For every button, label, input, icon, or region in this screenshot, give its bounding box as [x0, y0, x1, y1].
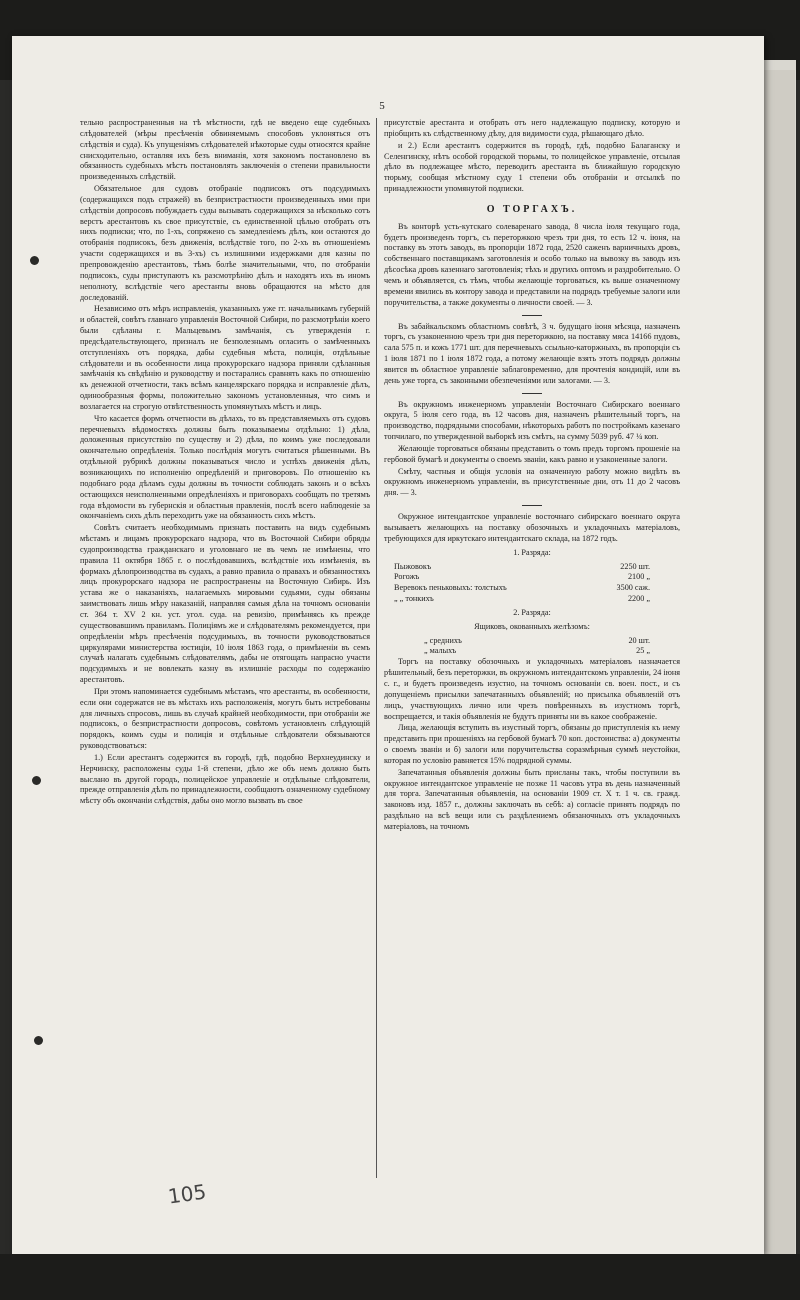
paragraph: присутствіе арестанта и отобрать отъ него надлежащую подписку, которую и пріобщить къ слѣдственному дѣлу, для видимости суда, рѣшающаго дѣло.: [384, 118, 680, 138]
item-row: [384, 646, 680, 657]
category-title: Ящиковъ, окованныхъ желѣзомъ:: [474, 621, 590, 631]
separator: [522, 393, 542, 394]
paragraph: и 2.) Если арестантъ содержится въ городѣ, гдѣ, подобно Балаганску и Селенгинску, нѣтъ особой городской тюрьмы, то полицейское управленіе, отсылая дѣло въ подлежащее мѣсто, переводитъ арестанта въ ближайшую городскую тюрьму, сообщая мѣстному суду 1 степени объ отобраніи и отсылкѣ по принадлежности упомянутой подписки.: [384, 140, 680, 194]
punch-hole: [34, 1036, 43, 1045]
paragraph: При этомъ напоминается судебнымъ мѣстамъ, что арестанты, въ особенности, если они содержатся не въ мѣстахъ ихъ расположенія, могутъ быть истребованы для личныхъ спросовъ, лишь въ случаѣ крайней необходимости, при отобраніи же подписокъ, о безпристрастности допросовъ, совѣтомъ установленъ слѣдующій порядокъ, коимъ суды и полиція и отдѣльные слѣдователи обязываются руководствоваться:: [80, 686, 370, 751]
paragraph: Что касается формъ отчетности въ дѣлахъ, то въ представляемыхъ отъ судовъ перечневыхъ вѣдомостяхъ должны быть показываемы отдѣльно: 1) дѣла, доложенныя присутствію по существу и 2) дѣла, по коимъ уже последовали окончательно опредѣленія. Только послѣднія могутъ считаться рѣшенными. Въ отдѣльной рубрикѣ должны показываться число и успѣхъ движенія дѣлъ, возникающихъ по исполненію опредѣленій и приговоровъ. По отношенію къ подобнаго рода дѣламъ суды должны въ точности соблюдать законъ и о всѣхъ остающихся неисполненными опредѣленіяхъ и приговорахъ сообщать по третямъ года вѣдомости въ губернскія и областныя правленія, послѣ всего наблюденіе за окончаніемъ сихъ дѣлъ переходитъ уже на обязанность сихъ мѣстъ.: [80, 413, 370, 521]
paragraph: тельно распространенныя на тѣ мѣстности, гдѣ не введено еще судебныхъ слѣдователей (мѣры пресѣченія обвиняемымъ способовъ уклоняться отъ слѣдствія и суда). Къ упущеніямъ слѣдователей нѣкоторые суды относятся крайне снисходительно, оставляя ихъ безъ вниманія, хотя закономъ постановлено въ обязанность судебныхъ мѣстъ постановлять заключенія о степени правильности произведенныхъ слѣдствій.: [80, 118, 370, 182]
punch-hole: [32, 776, 41, 785]
items-list: [384, 636, 680, 658]
item-name: „ малыхъ: [424, 646, 457, 656]
notice-paragraph: Окружное интендантское управленіе восточнаго сибирскаго военнаго округа вызываетъ желающихъ на поставку обозочныхъ и укладочныхъ матеріаловъ, требующихся для иркутскаго интендантскаго склада, на 1872 годъ.: [384, 512, 680, 543]
paragraph: 1.) Если арестантъ содержится въ городѣ, гдѣ, подобно Верхнеудинску и Нерчинску, расположены суды 1-й степени, дѣло же объ немъ должно быть выслано въ другой городъ, полицейское управленіе и отдѣльные слѣдователи, прежде отправленія дѣлъ по принадлежности, сообщаютъ означенному судебному мѣсту объ окончаніи слѣдствія, дабы оно могло вызвать въ свое: [80, 752, 370, 806]
category-heading: 2. Разряда:: [513, 607, 551, 617]
section-heading: О ТОРГАХЪ.: [486, 203, 578, 215]
item-row: [384, 572, 680, 583]
paragraph: Независимо отъ мѣръ исправленія, указанныхъ уже гг. начальникамъ губерній и областей, совѣтъ главнаго управленія Восточной Сибири, по разсмотрѣніи коего были сдѣланы г. Мальцевымъ замѣчанія, съ утвержденія г. предсѣдательствующего, призналъ не безполезнымъ огласить о замѣченныхъ отступленіяхъ отъ порядка, дабы судебныя мѣста, полиція, отдѣльные слѣдователи и въ особенности лица прокурорскаго надзора приняли сдѣланныя замѣчанія къ свѣдѣнію и руководству и постарались сравнять какъ по отношенію къ денежной отчетности, такъ всѣмъ канцелярскаго порядка и исправленіе дѣлъ, одинообразныя формы, положительно закономъ установленныя, что симъ и возлагается на строгую отвѣтственность упомянутыхъ мѣстъ и лицъ.: [80, 304, 370, 411]
page-number: 5: [379, 100, 385, 112]
right-column: [384, 118, 680, 834]
separator: [522, 315, 542, 316]
notice-paragraph: Въ окружномъ инженерномъ управленіи Восточнаго Сибирскаго военнаго округа, 5 іюля сего года, въ 12 часовъ дня, назначенъ рѣшительный торгъ, на производство, подрядными способами, нѣкоторыхъ работъ по постройкамъ казенаго топчилаго, по утвержденной выборкѣ изъ смѣтъ, на сумму 5039 руб. 47 ¼ коп.: [384, 399, 680, 442]
item-name: Пыжовокъ: [394, 561, 432, 571]
paragraph: Совѣтъ считаетъ необходимымъ признать поставить на видъ судебнымъ мѣстамъ и лицамъ прокурорскаго надзора, что въ Восточной Сибири обряды судопроизводства гражданскаго и уголовнаго не въ чемъ не измѣнены, что правила 11 октября 1865 г. о послѣдовавшихъ, вслѣдствіе ихъ измѣненія, въ формахъ дѣлопроизводства въ судахъ, а равно правила о правахъ и обязанностяхъ лицъ прокурорскаго надзора не распространены на Восточную Сибирь. Изъ устава же о наказаніяхъ, налагаемыхъ мировыми судьями, суды обязаны заимствовать лишь мѣру наказаній, направляя самыя дѣла на точномъ основаніи ст. 364 т. XV 2 кн. уст. угол. суда. на ревизію, примѣняясь къ прежде существовавшимъ правиламъ. Полиціямъ же и слѣдователямъ рекомендуется, при опредѣленіи мѣръ пресѣченія подсудимыхъ, въ точности руководствоваться циркулярами министерства юстиціи, 10 іюля 1863 года, о примѣненіи въ семъ случаѣ налагать судебнымъ слѣдователямъ, дабы не отягощать напрасно участи подсудимыхъ и не вовлекать казну въ излишніе расходы по содержанію арестантовъ.: [80, 523, 370, 685]
paragraph: Запечатанныя объявленія должны быть присланы такъ, чтобы поступили въ окружное интендантское управленіе не позже 11 часовъ утра въ день назначенный для торга. Запечатанныя объявленія, на основаніи 1909 ст. Х т. 1 ч. св. гражд. законовъ изд. 1857 г., должны заключать въ себѣ: а) согласіе принять подрядъ по раздѣльно на всѣ вещи или съ раздѣлениемъ обязаночныхъ отъ укладочныхъ матеріаловъ, на точномъ: [384, 767, 680, 831]
item-name: Веревокъ пеньковыхъ: толстыхъ: [394, 583, 507, 593]
items-list: [384, 562, 680, 605]
item-row: [384, 583, 680, 594]
scan-background-bottom: [0, 1254, 800, 1300]
item-amount: 2200 „: [627, 594, 650, 604]
paragraph: Обязательное для судовъ отобраніе подписокъ отъ подсудимыхъ (содержащихся подъ стражей) въ безпристрастности произведенныхъ ими при слѣдствіи допросовъ побуждаетъ суды вызывать содержащихся за нѣсколько сотъ верстъ арестантовъ къ свое присутствіе, съ единственной цѣлью отобрать отъ нихъ подписки; что, по 1-хъ, сопряжено съ замедленіемъ дѣлъ, кои остаются до отобранія подписокъ, безъ движенія, вслѣдствіе того, по 2-хъ въ отношеніемъ участи содержащихся и въ 3-хъ) съ излишними издержками для казны по препровожденію арестантовъ, тѣмъ болѣе значительными, что, по отобраніи подписокъ, суды приступаютъ къ разсмотрѣнію дѣлъ и находятъ ихъ въ иномъ неполноту, вслѣдствіе чего арестанты вновь обращаются на мѣсто для доследованій.: [80, 184, 370, 302]
item-amount: 2100 „: [627, 572, 650, 582]
item-name: „ среднихъ: [424, 635, 462, 645]
punch-hole: [30, 256, 39, 265]
item-amount: 20 шт.: [628, 635, 650, 645]
paragraph: Лица, желающія вступить въ изустный торгъ, обязаны до приступленія къ нему представить при прошеніяхъ на гербовой бумагѣ 70 коп. достоинства: а) документы о своемъ званіи и б) залоги или поручительства соразмѣрныя суммѣ неустойки, которая по условію равняется 15% подрядной суммы.: [384, 723, 680, 765]
item-amount: 3500 саж.: [616, 583, 650, 593]
category-heading: 1. Разряда:: [513, 547, 551, 557]
notice-paragraph: Смѣту, частныя и общія условія на означенную работу можно видѣть въ окружномъ инженерномъ управленіи, въ присутственные дни, отъ 11 до 2 часовъ дня. — 3.: [384, 466, 680, 498]
item-amount: 2250 шт.: [620, 561, 650, 571]
handwritten-note: 105: [166, 1179, 208, 1209]
separator: [522, 505, 542, 506]
item-name: Рогожъ: [394, 572, 420, 582]
item-row: [384, 562, 680, 573]
item-name: „ „ тонкихъ: [394, 594, 434, 604]
notice-paragraph: Желающіе торговаться обязаны представить о томъ предъ торгомъ прошеніе на гербовой бумагѣ и документы о своемъ званіи, какъ равно и узаконенные залоги.: [384, 443, 680, 464]
item-row: [384, 594, 680, 605]
item-amount: 25 „: [636, 646, 650, 656]
notice-paragraph: Въ забайкальскомъ областномъ совѣтѣ, 3 ч. будущаго іюня мѣсяца, назначенъ торгъ, съ узаконенною чрезъ три дня переторжкою, на поставку мяса 14166 пудовъ, сала 575 п. и кожъ 1771 шт. для перечневыхъ ссыльно-каторжныхъ, въ пропорціи съ 1 іюля 1871 по 1 іюля 1872 года, а потому желающіе взять этотъ подрядъ должны явится въ областное управленіе заблаговременно, для прочтенія кондицій, или въ день уже торга, съ законными обезпеченіями или залогами. — 3.: [384, 321, 680, 385]
paragraph: Торгъ на поставку обозочныхъ и укладочныхъ матеріаловъ назначается рѣшительный, безъ переторжки, въ окружномъ интендантскомъ управленіи, 24 іюня с. г., и будетъ произведенъ изустно, на точномъ основаніи св. воен. пост., и съ допущеніемъ присылки запечатанныхъ объявленій; но присылка объявленій отъ лицъ, участвующихъ лично или чрезъ повѣренныхъ въ изустномъ торгѣ, воспрещается, и такія объявленія не будутъ приняты ни въ какое соображеніе.: [384, 657, 680, 721]
column-divider: [376, 118, 377, 1178]
left-column: [80, 118, 370, 808]
notice-paragraph: Въ конторѣ усть-кутскаго солеваренаго завода, 8 числа іюля текущаго года, будетъ произведенъ торгъ, съ переторжкою чрезъ три дня, то есть 12 ч. іюня, на поставку въ этотъ заводъ, въ пропорціи 1872 года, 2520 саженъ варничныхъ дровъ, собственнаго поставщикамъ заготовленія и особо только на вывозку въ заводъ изъ дѣсосѣка дровъ казеннаго заготовленія; тѣхъ и другихъ оптомъ и раздробительно. О чемъ и объявляется, съ тѣмъ, чтобы желающіе торговаться, къ выше означенному времени явились въ контору завода и представили на подрядъ требуемые залоги или поручительства, а также документы о личности своей. — 3.: [384, 221, 680, 307]
item-row: [384, 636, 680, 647]
